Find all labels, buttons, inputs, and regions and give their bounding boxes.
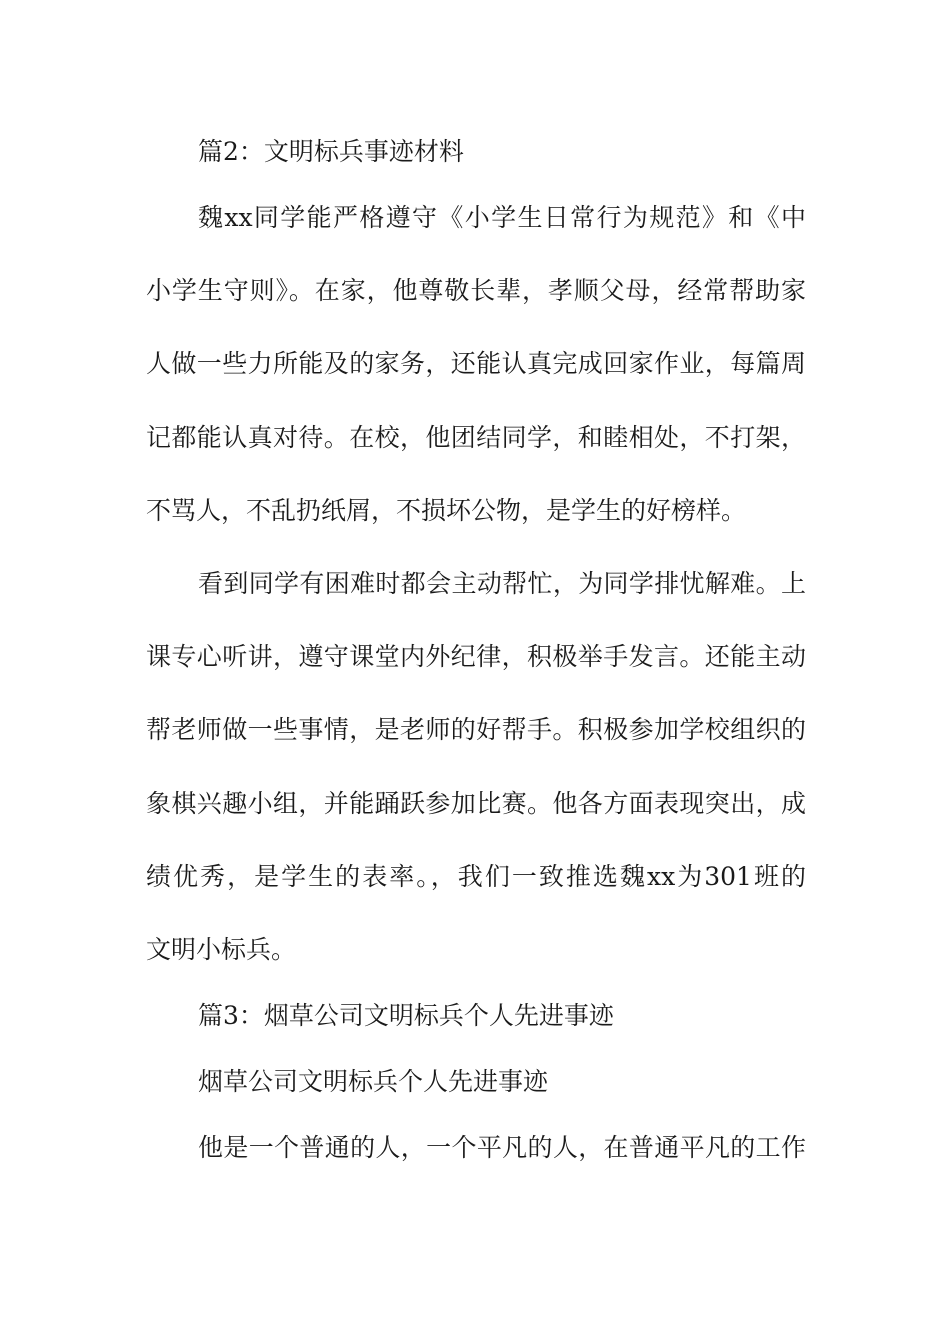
paragraph-line: 绩优秀，是学生的表率。，我们一致推选魏xx为301班的	[146, 862, 806, 891]
paragraph-line: 课专心听讲，遵守课堂内外纪律，积极举手发言。还能主动	[146, 642, 806, 671]
subheading: 烟草公司文明标兵个人先进事迹	[198, 1067, 549, 1096]
paragraph-line: 魏xx同学能严格遵守《小学生日常行为规范》和《中	[198, 203, 806, 232]
paragraph-line: 记都能认真对待。在校，他团结同学，和睦相处，不打架，	[146, 423, 806, 452]
paragraph-line: 小学生守则》。在家，他尊敬长辈，孝顺父母，经常帮助家	[146, 276, 806, 305]
paragraph-line: 帮老师做一些事情，是老师的好帮手。积极参加学校组织的	[146, 715, 806, 744]
paragraph-line: 文明小标兵。	[146, 935, 297, 964]
section-heading-2: 篇2：文明标兵事迹材料	[198, 137, 464, 166]
paragraph-line: 人做一些力所能及的家务，还能认真完成回家作业，每篇周	[146, 349, 806, 378]
paragraph-line: 他是一个普通的人，一个平凡的人，在普通平凡的工作	[198, 1133, 806, 1162]
paragraph-line: 看到同学有困难时都会主动帮忙，为同学排忧解难。上	[198, 569, 806, 598]
section-heading-3: 篇3：烟草公司文明标兵个人先进事迹	[198, 1001, 614, 1030]
paragraph-line: 象棋兴趣小组，并能踊跃参加比赛。他各方面表现突出，成	[146, 789, 806, 818]
paragraph-line: 不骂人，不乱扔纸屑，不损坏公物，是学生的好榜样。	[146, 496, 747, 525]
